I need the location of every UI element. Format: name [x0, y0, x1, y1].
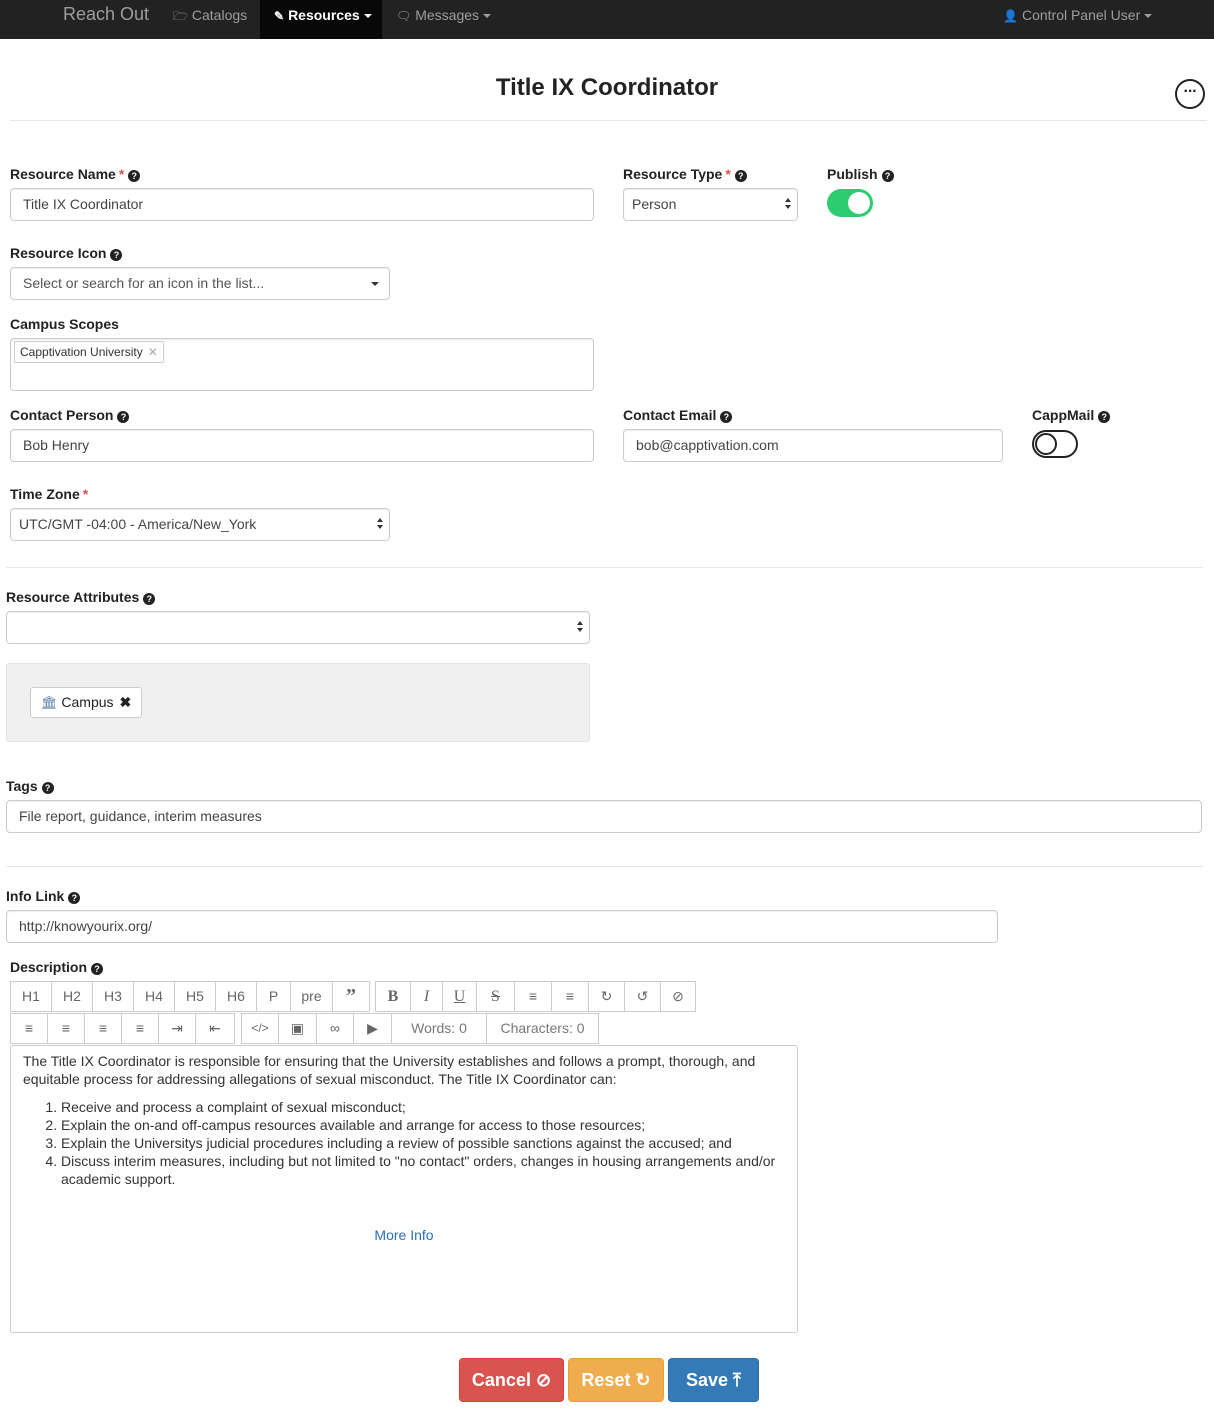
select-arrows-icon [377, 518, 383, 532]
contact-person-label-text: Contact Person [10, 407, 114, 423]
outdent-icon[interactable]: ⇤ [195, 1013, 235, 1044]
nav-resources[interactable] [260, 0, 382, 39]
chevron-down-icon [364, 14, 372, 18]
info-link-input[interactable]: http://knowyourix.org/ [6, 910, 998, 943]
nav-catalogs[interactable] [173, 0, 247, 39]
pre-button[interactable]: pre [290, 981, 333, 1012]
paragraph-button[interactable]: P [256, 981, 291, 1012]
resource-icon-placeholder: Select or search for an icon in the list... [23, 275, 265, 291]
italic-icon[interactable]: I [410, 981, 443, 1012]
university-icon: 🏛 [41, 695, 58, 710]
cancel-label: Cancel [471, 1370, 531, 1390]
resource-attributes-label [6, 589, 155, 605]
description-intro: The Title IX Coordinator is responsible for ensuring that the University establishes and follows a prompt, thorough, and equitable process for addressing allegations of sexual misconduct. The Title IX Coordinator can: [23, 1053, 756, 1087]
tags-input[interactable]: File report, guidance, interim measures [6, 800, 1202, 833]
help-icon[interactable]: ? [42, 782, 54, 794]
chevron-down-icon [1144, 14, 1152, 18]
resource-type-label-text: Resource Type [623, 166, 723, 182]
ban-icon: ⊘ [535, 1370, 552, 1390]
align-center-icon[interactable]: ≡ [47, 1013, 85, 1044]
campus-attribute-chip [30, 687, 142, 718]
link-icon[interactable]: ∞ [316, 1013, 354, 1044]
description-label-text: Description [10, 959, 88, 975]
page-title: Title IX Coordinator [495, 74, 719, 101]
chevron-down-icon [483, 14, 491, 18]
resource-type-label [623, 166, 747, 182]
resource-attributes-select[interactable] [6, 611, 590, 644]
resource-icon-label [10, 245, 122, 261]
nav-user-menu[interactable] [1003, 0, 1152, 39]
campus-scopes-label [10, 316, 119, 332]
tags-label-text: Tags [6, 778, 38, 794]
campus-scope-chip-label: Capptivation University [20, 345, 143, 359]
undo-icon[interactable]: ↺ [624, 981, 661, 1012]
cappmail-label-text: CappMail [1032, 407, 1095, 423]
align-left-icon[interactable]: ≡ [10, 1013, 48, 1044]
divider [6, 567, 1203, 568]
video-icon[interactable]: ▶ [353, 1013, 392, 1044]
nav-catalogs-label: Catalogs [191, 7, 248, 23]
resource-type-value: Person [632, 196, 677, 212]
list-item: 1. Receive and process a complaint of sexual misconduct; [61, 1098, 785, 1116]
resource-icon-label-text: Resource Icon [10, 245, 107, 261]
toggle-knob [1035, 433, 1057, 455]
toggle-knob [848, 192, 870, 214]
help-icon[interactable]: ? [91, 963, 103, 975]
nav-user-label: Control Panel User [1021, 7, 1141, 23]
help-icon[interactable]: ? [143, 593, 155, 605]
resource-name-input[interactable]: Title IX Coordinator [10, 188, 594, 221]
heading4-button[interactable]: H4 [133, 981, 175, 1012]
image-icon[interactable]: ▣ [278, 1013, 317, 1044]
divider [10, 120, 1207, 121]
close-icon[interactable]: ✕ [147, 345, 158, 359]
help-icon[interactable]: ? [110, 249, 122, 261]
publish-toggle[interactable] [827, 189, 873, 217]
contact-email-label [623, 407, 732, 423]
help-icon[interactable]: ? [128, 170, 140, 182]
strikethrough-icon[interactable]: S [476, 981, 515, 1012]
heading1-button[interactable]: H1 [10, 981, 52, 1012]
publish-label-text: Publish [827, 166, 878, 182]
select-arrows-icon [577, 621, 583, 635]
heading6-button[interactable]: H6 [215, 981, 257, 1012]
contact-email-label-text: Contact Email [623, 407, 717, 423]
nav-messages[interactable] [396, 0, 491, 39]
reset-button[interactable] [568, 1358, 664, 1402]
brand-link[interactable]: Reach Out [63, 4, 150, 24]
upload-icon: ⤒ [733, 1370, 742, 1390]
top-navbar [0, 0, 1214, 39]
divider [6, 866, 1203, 867]
info-link-label [6, 888, 80, 904]
save-button[interactable] [668, 1358, 759, 1402]
required-marker: * [118, 166, 125, 182]
required-marker: * [725, 166, 731, 182]
info-link-label-text: Info Link [6, 888, 65, 904]
folder-open-icon: 🗁 [173, 9, 188, 23]
list-item: 3. Explain the Universitys judicial procedures including a review of possible sanctions against the accused; and [61, 1134, 785, 1152]
comments-icon: 🗨 [396, 9, 412, 23]
select-arrows-icon [785, 198, 791, 212]
html-icon[interactable]: </> [241, 1013, 279, 1044]
help-icon[interactable]: ? [1098, 411, 1110, 423]
campus-scope-chip [14, 341, 164, 363]
user-icon: 👤 [1003, 9, 1018, 23]
cancel-button[interactable] [459, 1358, 564, 1402]
ellipsis-circle-icon[interactable]: ··· [1175, 79, 1205, 109]
campus-scopes-label-text: Campus Scopes [10, 316, 119, 332]
publish-label [827, 166, 894, 182]
list-item: 2. Explain the on-and off-campus resources available and arrange for access to those resources; [61, 1116, 785, 1134]
cappmail-toggle[interactable] [1032, 430, 1078, 458]
character-count: Characters: 0 [486, 1013, 599, 1044]
indent-icon[interactable]: ⇥ [158, 1013, 196, 1044]
save-label: Save [685, 1370, 729, 1390]
more-info-link[interactable]: More Info [374, 1227, 434, 1243]
underline-icon[interactable]: U [442, 981, 477, 1012]
time-zone-label-text: Time Zone [10, 486, 80, 502]
resource-type-select[interactable] [623, 188, 798, 221]
description-editor[interactable] [10, 1045, 798, 1333]
resource-name-label [10, 166, 140, 182]
ordered-list-icon[interactable]: ≡ [551, 981, 589, 1012]
bold-icon[interactable]: B [375, 981, 411, 1012]
list-item: 4. Discuss interim measures, including but not limited to "no contact" orders, changes in housing arrangements and/or academic support. [61, 1152, 785, 1188]
chevron-down-icon [371, 282, 379, 286]
heading2-button[interactable]: H2 [51, 981, 93, 1012]
heading5-button[interactable]: H5 [174, 981, 216, 1012]
time-zone-select[interactable] [10, 508, 390, 541]
resource-name-label-text: Resource Name [10, 166, 116, 182]
align-justify-icon[interactable]: ≡ [121, 1013, 159, 1044]
contact-person-label [10, 407, 129, 423]
tags-label [6, 778, 54, 794]
book-icon: ✎ [274, 9, 285, 23]
description-label [10, 959, 103, 975]
word-count: Words: 0 [391, 1013, 487, 1044]
resource-attributes-label-text: Resource Attributes [6, 589, 140, 605]
required-marker: * [82, 486, 89, 502]
help-icon[interactable]: ? [720, 411, 732, 423]
close-icon[interactable]: ✖ [119, 694, 132, 710]
redo-icon[interactable]: ↻ [588, 981, 625, 1012]
contact-email-input[interactable]: bob@capptivation.com [623, 429, 1003, 462]
heading3-button[interactable]: H3 [92, 981, 134, 1012]
contact-person-input[interactable]: Bob Henry [10, 429, 594, 462]
time-zone-label [10, 486, 88, 502]
help-icon[interactable]: ? [735, 170, 747, 182]
clear-icon[interactable]: ⊘ [660, 981, 696, 1012]
align-right-icon[interactable]: ≡ [84, 1013, 122, 1044]
refresh-icon: ↻ [635, 1370, 651, 1390]
description-list [23, 1098, 785, 1188]
reset-label: Reset [581, 1370, 631, 1390]
nav-messages-label: Messages [415, 7, 480, 23]
help-icon[interactable]: ? [882, 170, 894, 182]
resource-icon-select[interactable] [10, 267, 390, 300]
campus-attribute-label: Campus [61, 694, 114, 710]
cappmail-label [1032, 407, 1110, 423]
quote-icon[interactable]: ” [332, 981, 370, 1012]
unordered-list-icon[interactable]: ≡ [514, 981, 552, 1012]
help-icon[interactable]: ? [68, 892, 80, 904]
time-zone-value: UTC/GMT -04:00 - America/New_York [19, 516, 257, 532]
nav-resources-label: Resources [288, 7, 360, 23]
help-icon[interactable]: ? [117, 411, 129, 423]
